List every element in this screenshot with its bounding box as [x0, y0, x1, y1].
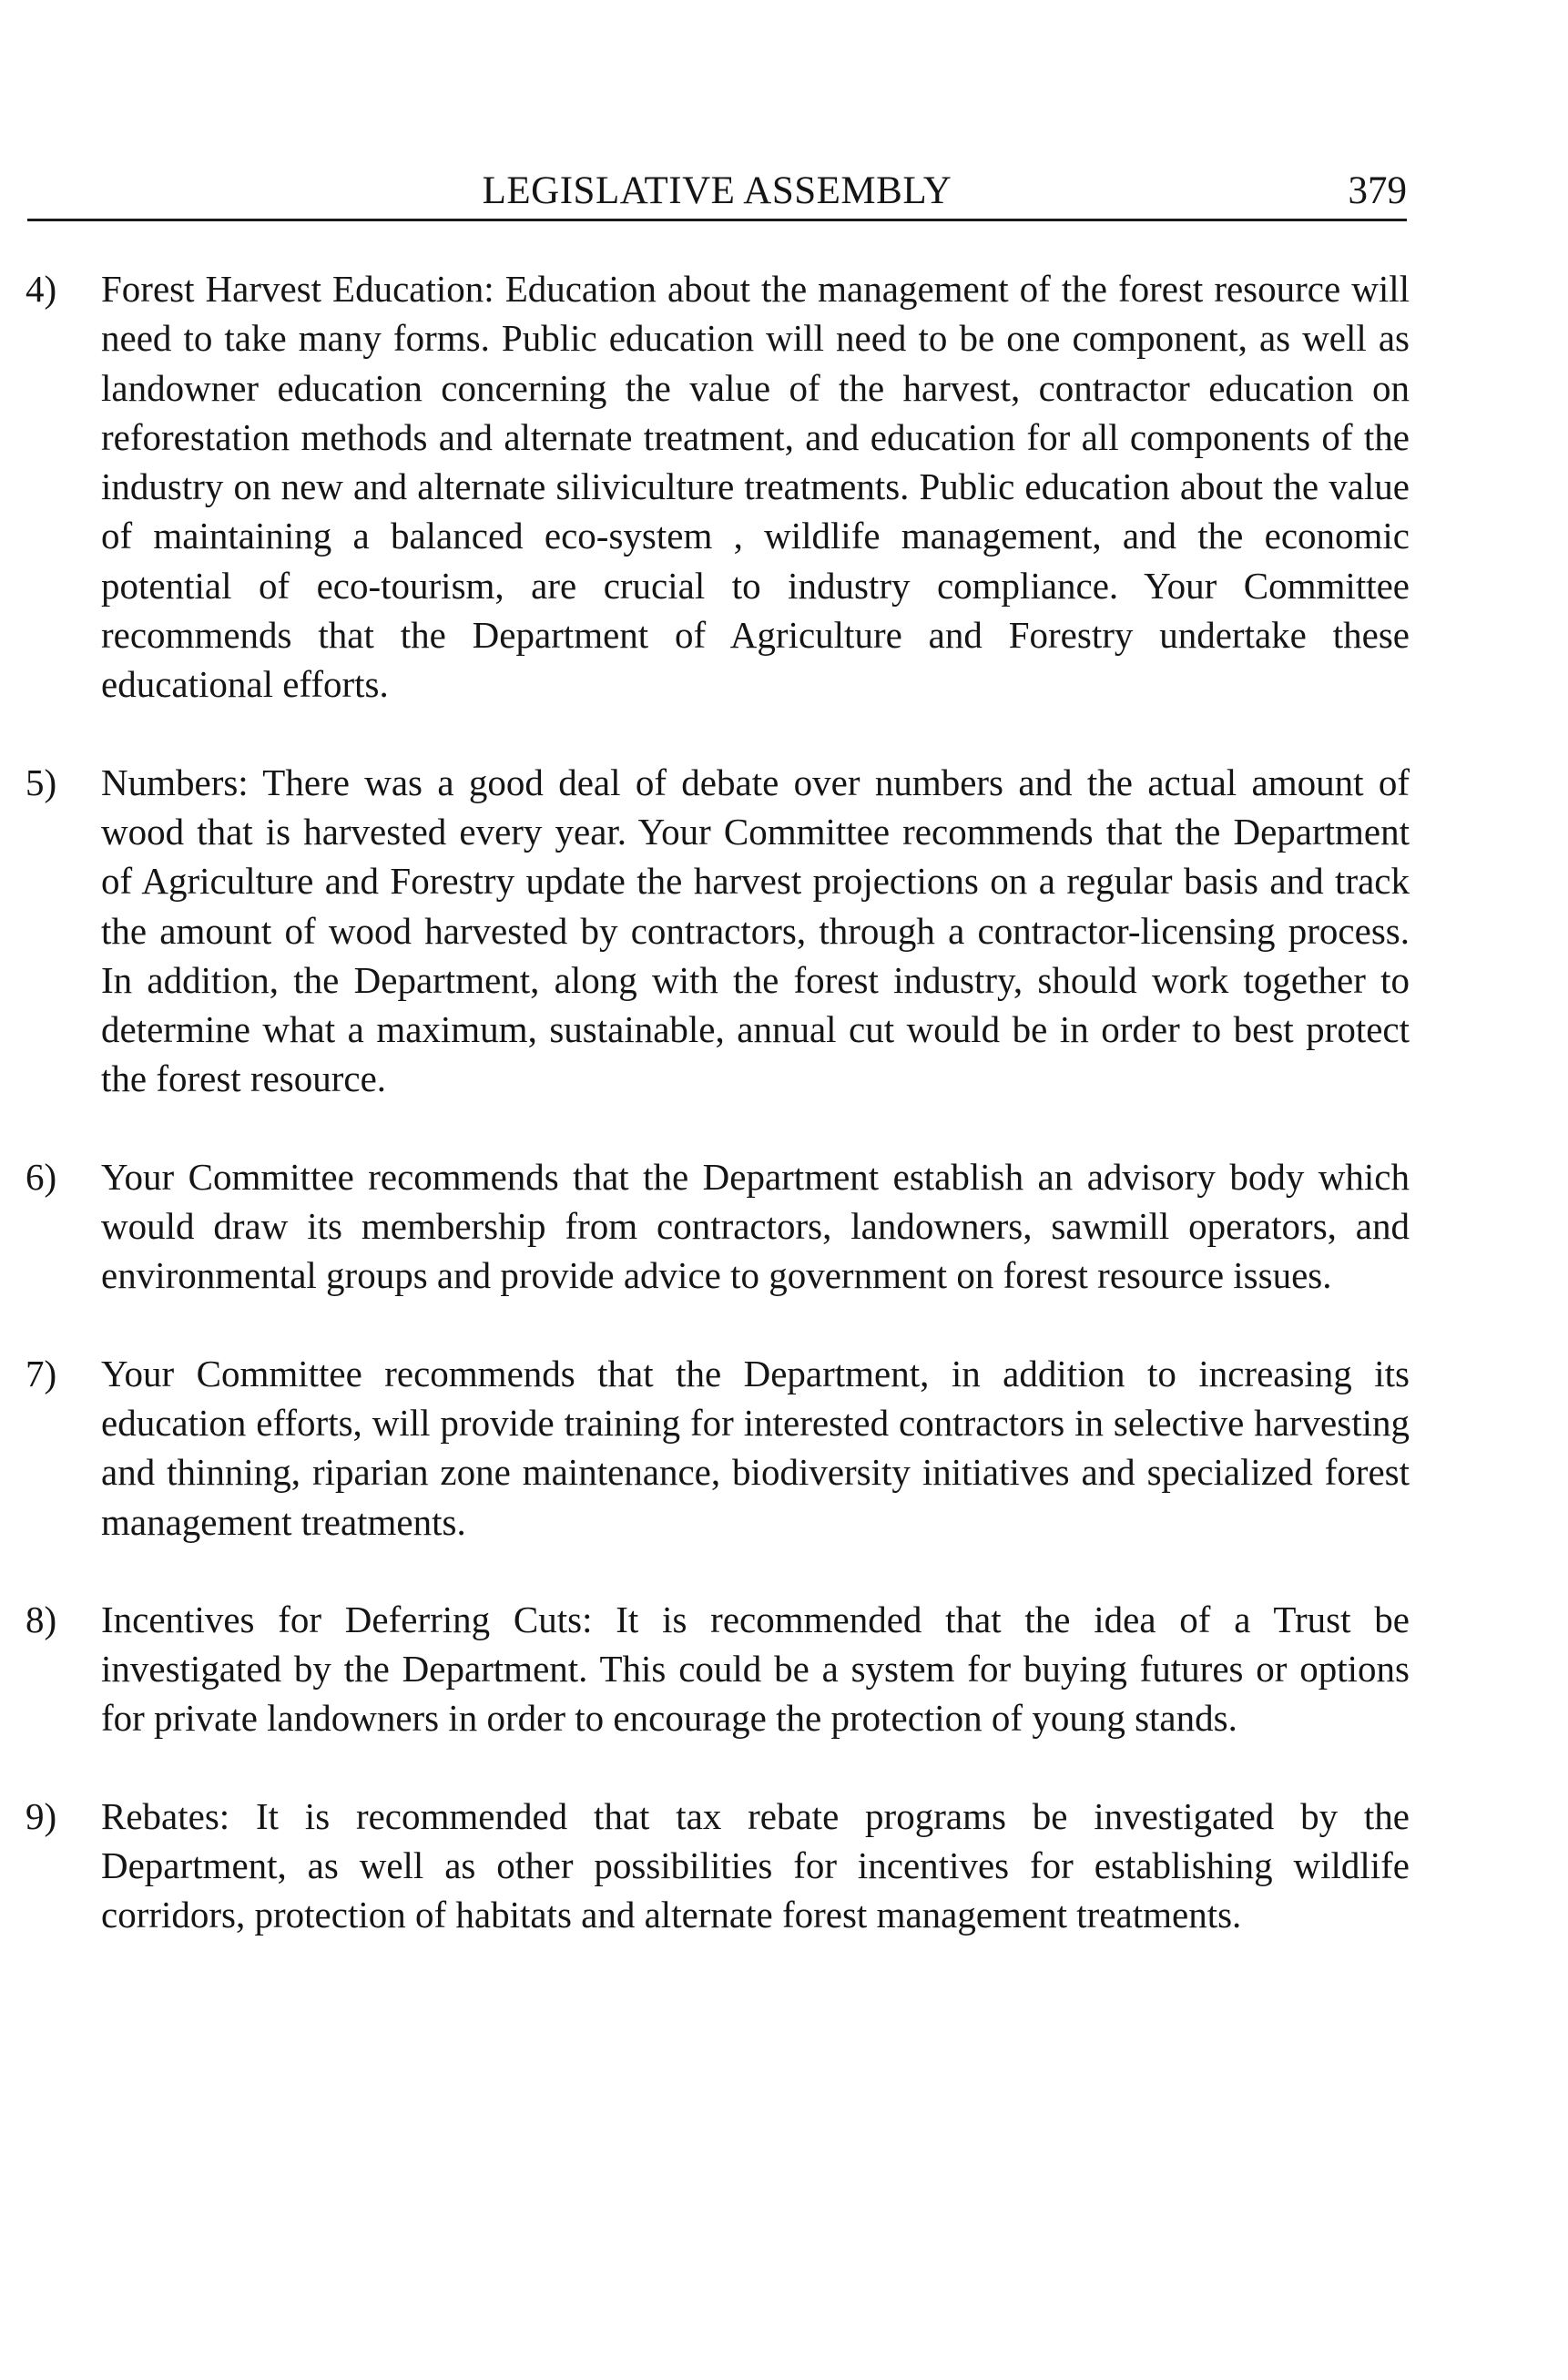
- list-item: [25, 1595, 1410, 1743]
- running-header: [27, 164, 1407, 221]
- list-item: [25, 1792, 1410, 1940]
- item-number: 5): [25, 761, 57, 803]
- item-number: 7): [25, 1352, 57, 1394]
- item-text: Forest Harvest Education: Education about the management of the forest resource will need to take many forms. Public education will need to be one component, as well as landowner education concerning the value of the harvest, contractor education on reforestation methods and alternate treatment, and education for all components of the industry on new and alternate siliviculture treatments. Public education about the value of maintaining a balanced eco-system , wildlife management, and the economic potential of eco-tourism, are crucial to industry compliance. Your Committee recommends that the Department of Agriculture and Forestry undertake these educational efforts.: [101, 268, 1410, 706]
- item-number: 6): [25, 1155, 57, 1198]
- list-item: [25, 1349, 1410, 1547]
- list-item: [25, 264, 1410, 710]
- item-text: Rebates: It is recommended that tax rebate programs be investigated by the Department, as well as other possibilities for incentives for establishing wildlife corridors, protection of habitats and alternate forest management treatments.: [101, 1794, 1410, 1936]
- page-number: 379: [1348, 169, 1407, 212]
- item-number: 8): [25, 1598, 57, 1640]
- list-item: [25, 1152, 1410, 1301]
- item-text: Your Committee recommends that the Department, in addition to increasing its education efforts, will provide training for interested contractors in selective harvesting and thinning, riparian zone maintenance, biodiversity initiatives and specialized forest management treatments.: [101, 1352, 1410, 1543]
- item-text: Your Committee recommends that the Department establish an advisory body which would draw its membership from contractors, landowners, sawmill operators, and environmental groups and provide advice to government on forest resource issues.: [101, 1155, 1410, 1297]
- item-number: 4): [25, 268, 57, 310]
- item-number: 9): [25, 1794, 57, 1837]
- item-text: Numbers: There was a good deal of debate over numbers and the actual amount of wood that is harvested every year. Your Committee recommends that the Department of Agriculture and Forestry update the harvest projections on a regular basis and track the amount of wood harvested by contractors, through a contractor-licensing process. In addition, the Department, along with the forest industry, should work together to determine what a maximum, sustainable, annual cut would be in order to best protect the forest resource.: [101, 761, 1410, 1100]
- page-title: LEGISLATIVE ASSEMBLY: [482, 169, 952, 212]
- recommendation-list: [25, 264, 1410, 1988]
- list-item: [25, 758, 1410, 1104]
- item-text: Incentives for Deferring Cuts: It is recommended that the idea of a Trust be investigated by the Department. This could be a system for buying futures or options for private landowners in order to encourage the protection of young stands.: [101, 1598, 1410, 1740]
